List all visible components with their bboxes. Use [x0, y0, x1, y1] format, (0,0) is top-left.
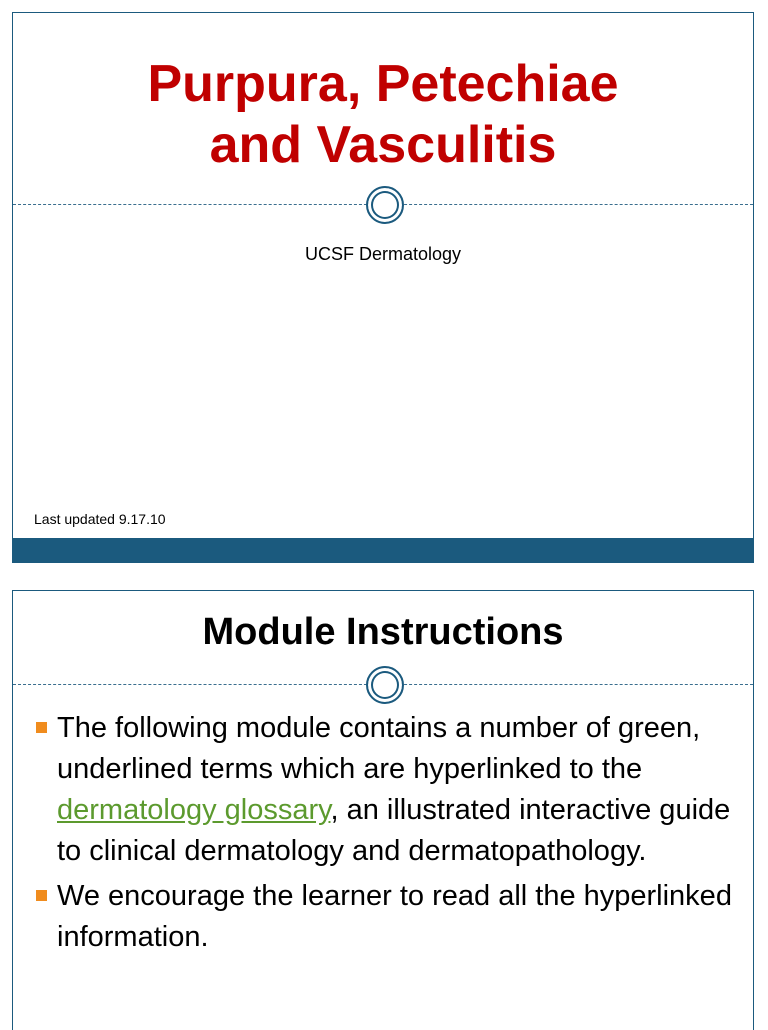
- ring-ornament-icon: [366, 666, 404, 704]
- instructions-slide: [12, 590, 754, 1030]
- footer-band: [13, 538, 753, 563]
- square-bullet-icon: [36, 722, 47, 733]
- last-updated-note: Last updated 9.17.10: [34, 511, 166, 527]
- bullet-text: The following module contains a number of green, underlined terms which are hyperlinked to the: [57, 712, 701, 785]
- title-line-1: Purpura, Petechiae: [147, 55, 619, 113]
- glossary-link[interactable]: dermatology glossary: [57, 794, 331, 826]
- slide-title: Module Instructions: [202, 611, 564, 653]
- bullet-list: [35, 708, 735, 962]
- square-bullet-icon: [36, 890, 47, 901]
- ring-ornament-icon: [366, 186, 404, 224]
- bullet-item: [35, 876, 735, 958]
- bullet-text: We encourage the learner to read all the hyperlinked information.: [57, 880, 732, 953]
- title-slide: [12, 12, 754, 563]
- title-line-2: and Vasculitis: [209, 116, 557, 174]
- bullet-text-continued: , an illustrated interactive guide to clinical dermatology and dermatopathology.: [57, 794, 731, 867]
- slide-subtitle: UCSF Dermatology: [304, 244, 462, 264]
- bullet-item: [35, 708, 735, 872]
- slide-title: [13, 54, 753, 176]
